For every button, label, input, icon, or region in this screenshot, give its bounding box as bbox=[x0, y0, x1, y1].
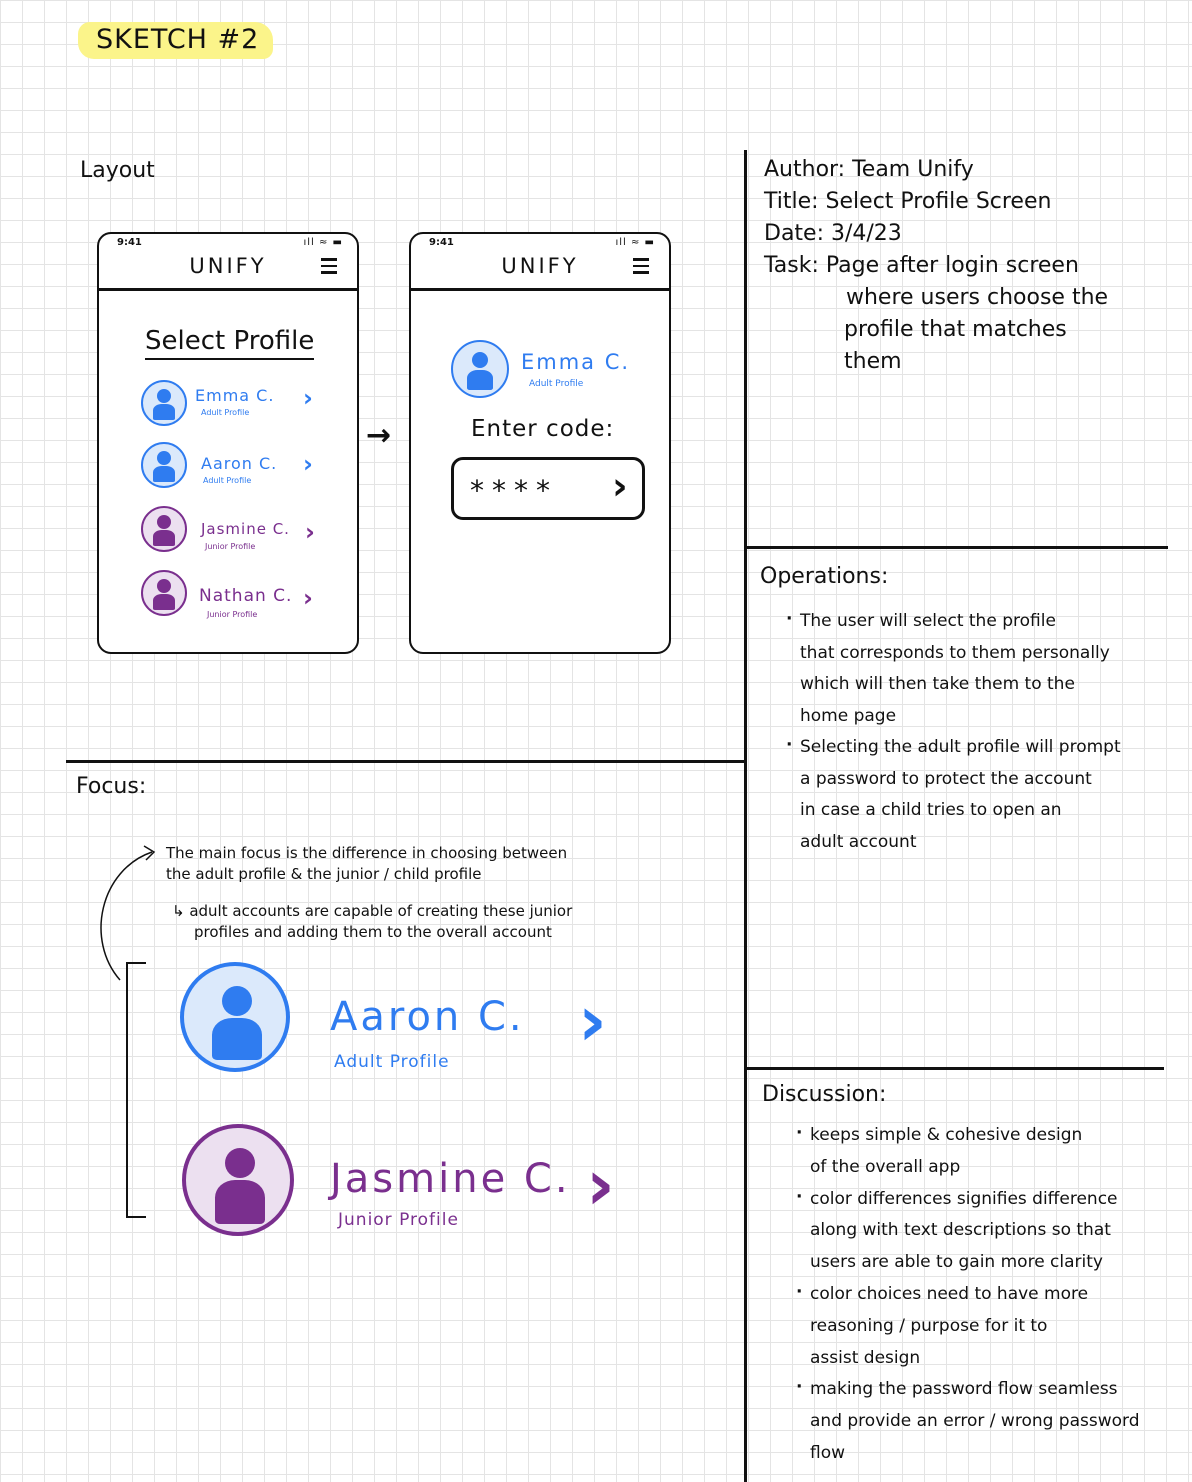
focus-sub-line: ↳ adult accounts are capable of creating these junior bbox=[172, 902, 573, 920]
discussion-bullet: · color differences signifies difference along with text descriptions so that users are able to gain more clarity bbox=[796, 1184, 1162, 1279]
layout-label: Layout bbox=[80, 158, 155, 183]
meta-task: Task: Page after login screen bbox=[764, 253, 1079, 278]
phone-enter-code bbox=[409, 232, 671, 654]
user-avatar-icon bbox=[451, 340, 509, 398]
discussion-notes bbox=[796, 1120, 1162, 1470]
header-divider bbox=[99, 288, 357, 291]
profile-type: Junior Profile bbox=[205, 542, 256, 551]
chevron-right-icon[interactable]: › bbox=[303, 450, 313, 478]
meta-author: Author: Team Unify bbox=[764, 157, 974, 182]
operations-notes bbox=[786, 606, 1166, 858]
status-time: 9:41 bbox=[117, 237, 142, 248]
status-icons: ıll ≈ ▬ bbox=[615, 237, 655, 248]
discussion-label: Discussion: bbox=[762, 1082, 887, 1107]
operations-bullet: · The user will select the profile that corresponds to them personally which will then take them to the home page bbox=[786, 606, 1166, 732]
chevron-right-icon[interactable]: › bbox=[612, 464, 628, 508]
profile-type: Adult Profile bbox=[334, 1052, 450, 1072]
profile-type: Adult Profile bbox=[529, 379, 584, 389]
chevron-right-icon[interactable]: › bbox=[586, 1144, 615, 1226]
focus-adult-row[interactable] bbox=[176, 960, 636, 1080]
focus-sub-line: profiles and adding them to the overall account bbox=[194, 923, 552, 941]
focus-divider bbox=[66, 760, 746, 763]
bracket bbox=[126, 962, 146, 1218]
hamburger-menu-icon[interactable] bbox=[633, 256, 649, 276]
focus-note-line: the adult profile & the junior / child profile bbox=[166, 865, 482, 883]
profile-name: Emma C. bbox=[521, 350, 631, 374]
app-title: UNIFY bbox=[501, 254, 579, 278]
focus-note-line: The main focus is the difference in choosing between bbox=[166, 844, 568, 862]
chevron-right-icon[interactable]: › bbox=[305, 518, 315, 546]
profile-name: Aaron C. bbox=[201, 454, 278, 473]
chevron-right-icon[interactable]: › bbox=[303, 384, 313, 412]
meta-title: Title: Select Profile Screen bbox=[764, 189, 1052, 214]
discussion-divider bbox=[746, 1067, 1164, 1070]
chevron-right-icon[interactable]: › bbox=[303, 584, 313, 612]
vertical-divider bbox=[744, 150, 747, 1482]
focus-junior-row[interactable] bbox=[176, 1124, 636, 1244]
status-icons: ıll ≈ ▬ bbox=[303, 237, 343, 248]
profile-name: Jasmine C. bbox=[201, 520, 290, 538]
user-avatar-icon bbox=[141, 380, 187, 426]
code-input[interactable] bbox=[451, 457, 645, 520]
enter-code-label: Enter code: bbox=[471, 416, 615, 442]
meta-task-cont: where users choose the bbox=[846, 285, 1109, 310]
meta-block bbox=[764, 154, 1108, 378]
sketch-title: SKETCH #2 bbox=[78, 22, 273, 59]
user-avatar-icon bbox=[182, 1124, 294, 1236]
meta-date: Date: 3/4/23 bbox=[764, 221, 902, 246]
profile-type: Junior Profile bbox=[338, 1210, 459, 1230]
profile-name: Jasmine C. bbox=[330, 1156, 571, 1202]
user-avatar-icon bbox=[141, 442, 187, 488]
flow-arrow-icon: → bbox=[366, 418, 392, 453]
hamburger-menu-icon[interactable] bbox=[321, 256, 337, 276]
discussion-bullet: · making the password flow seamless and provide an error / wrong password flow bbox=[796, 1374, 1162, 1469]
user-avatar-icon bbox=[180, 962, 290, 1072]
discussion-bullet: · keeps simple & cohesive design of the overall app bbox=[796, 1120, 1162, 1184]
focus-label: Focus: bbox=[76, 774, 147, 799]
phone-select-profile bbox=[97, 232, 359, 654]
user-avatar-icon bbox=[141, 506, 187, 552]
focus-note bbox=[166, 843, 626, 943]
profile-type: Junior Profile bbox=[207, 610, 258, 619]
operations-divider bbox=[746, 546, 1168, 549]
status-time: 9:41 bbox=[429, 237, 454, 248]
profile-name: Aaron C. bbox=[330, 994, 525, 1040]
profile-name: Emma C. bbox=[195, 386, 275, 405]
header-divider bbox=[411, 288, 669, 291]
app-title: UNIFY bbox=[189, 254, 267, 278]
profile-type: Adult Profile bbox=[203, 476, 252, 485]
profile-type: Adult Profile bbox=[201, 408, 250, 417]
discussion-bullet: · color choices need to have more reasoning / purpose for it to assist design bbox=[796, 1279, 1162, 1374]
operations-label: Operations: bbox=[760, 564, 889, 589]
code-value: **** bbox=[470, 474, 558, 507]
operations-bullet: · Selecting the adult profile will prompt a password to protect the account in case a child tries to open an adult account bbox=[786, 732, 1166, 858]
user-avatar-icon bbox=[141, 570, 187, 616]
meta-task-cont: profile that matches bbox=[844, 317, 1067, 342]
select-profile-title: Select Profile bbox=[145, 326, 314, 360]
profile-name: Nathan C. bbox=[199, 586, 293, 606]
meta-task-cont: them bbox=[844, 349, 902, 374]
chevron-right-icon[interactable]: › bbox=[578, 980, 607, 1062]
